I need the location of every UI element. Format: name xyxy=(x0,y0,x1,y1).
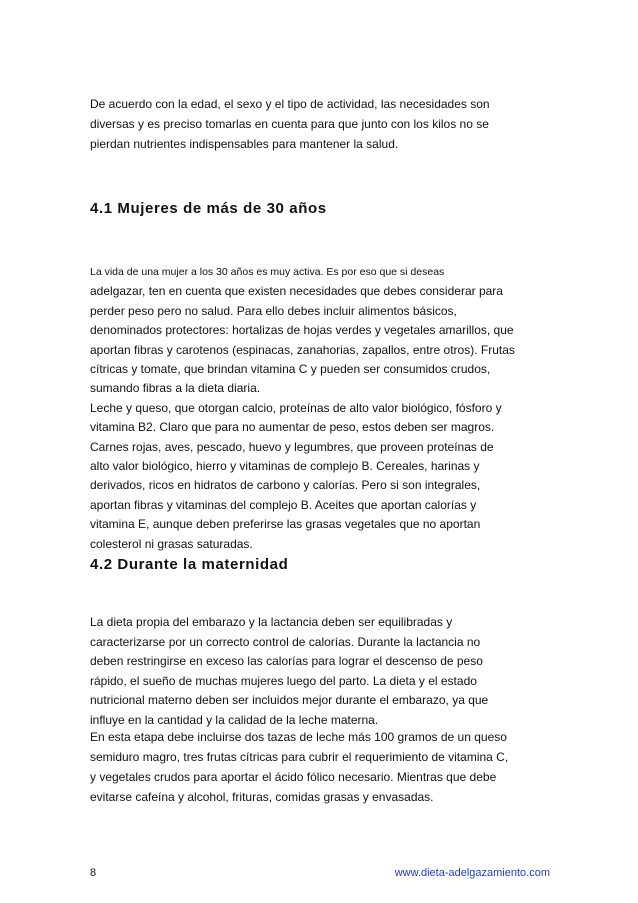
text-line: diversas y es preciso tomarlas en cuenta para que junto con los kilos no se xyxy=(90,117,489,131)
text-line: denominados protectores: hortalizas de hojas verdes y vegetales amarillos, que xyxy=(90,323,514,338)
text-line: derivados, ricos en hidratos de carbono y calorías. Pero si son integrales, xyxy=(90,478,481,493)
section-heading-mujeres-30: 4.1 Mujeres de más de 30 años xyxy=(90,200,327,217)
section1-paragraph xyxy=(90,263,552,554)
text-line: rápido, el sueño de muchas mujeres luego del parto. La dieta y el estado xyxy=(90,673,477,688)
text-line: vitamina B2. Claro que para no aumentar de peso, estos deben ser magros. xyxy=(90,420,495,435)
section2-paragraph-1 xyxy=(90,613,552,731)
website-link[interactable]: www.dieta-adelgazamiento.com xyxy=(394,867,550,879)
section-heading-maternidad: 4.2 Durante la maternidad xyxy=(90,556,289,573)
text-line: nutricional materno deben ser incluidos mejor durante el embarazo, ya que xyxy=(90,693,489,708)
text-line: colesterol ni grasas saturadas. xyxy=(90,536,253,551)
text-line: influye en la cantidad y la calidad de la leche materna. xyxy=(90,712,379,727)
text-line: semiduro magro, tres frutas cítricas para cubrir el requerimiento de vitamina C, xyxy=(90,750,509,764)
intro-paragraph xyxy=(90,94,552,154)
text-line: alto valor biológico, hierro y vitaminas de complejo B. Cereales, harinas y xyxy=(90,459,480,474)
text-line: Carnes rojas, aves, pescado, huevo y legumbres, que proveen proteínas de xyxy=(90,439,494,454)
text-line: adelgazar, ten en cuenta que existen necesidades que debes considerar para xyxy=(90,284,503,299)
text-line: caracterizarse por un correcto control de calorías. Durante la lactancia no xyxy=(90,634,481,649)
text-line: cítricas y tomate, que brindan vitamina C y pueden ser consumidos crudos, xyxy=(90,362,491,377)
text-line: vitamina E, aunque deben preferirse las grasas vegetales que no aportan xyxy=(90,517,481,532)
text-line: perder peso pero no salud. Para ello debes incluir alimentos básicos, xyxy=(90,303,457,318)
text-line: sumando fibras a la dieta diaria. xyxy=(90,381,261,396)
text-line: evitarse cafeína y alcohol, frituras, comidas grasas y envasadas. xyxy=(90,790,434,804)
text-line: Leche y queso, que otorgan calcio, proteínas de alto valor biológico, fósforo y xyxy=(90,400,502,415)
text-line: aportan fibras y carotenos (espinacas, zanahorias, zapallos, entre otros). Frutas xyxy=(90,342,515,357)
text-line: deben restringirse en exceso las calorías para lograr el descenso de peso xyxy=(90,654,483,669)
text-line: y vegetales crudos para aportar el ácido fólico necesario. Mientras que debe xyxy=(90,770,497,784)
section2-paragraph-2 xyxy=(90,727,552,807)
text-line: aportan fibras y vitaminas del complejo B. Aceites que aportan calorías y xyxy=(90,497,477,512)
text-line: La dieta propia del embarazo y la lactancia deben ser equilibradas y xyxy=(90,615,453,629)
text-line: pierdan nutrientes indispensables para mantener la salud. xyxy=(90,137,399,151)
text-line: De acuerdo con la edad, el sexo y el tipo de actividad, las necesidades son xyxy=(90,97,490,111)
page-number: 8 xyxy=(90,867,97,879)
text-line: En esta etapa debe incluirse dos tazas de leche más 100 gramos de un queso xyxy=(90,730,507,744)
text-line: La vida de una mujer a los 30 años es muy activa. Es por eso que si deseas xyxy=(90,266,445,278)
page-footer xyxy=(90,867,550,883)
